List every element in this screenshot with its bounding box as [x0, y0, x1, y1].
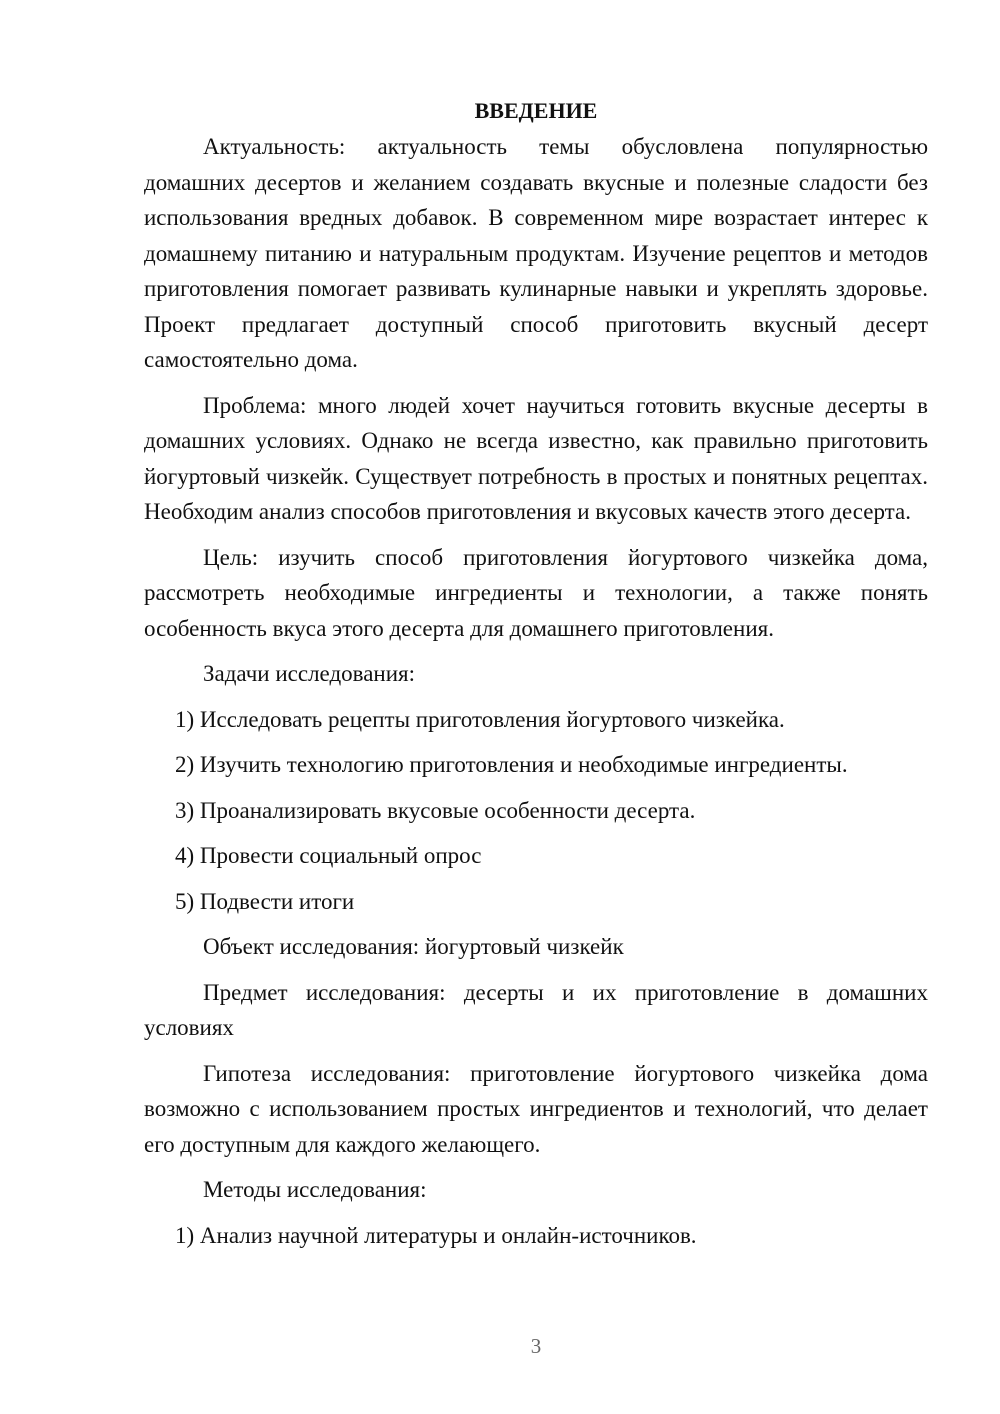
list-item: 5) Подвести итоги: [175, 888, 355, 914]
tasks-list: [144, 702, 928, 920]
paragraph-hypothesis: Гипотеза исследования: приготовление йогуртового чизкейка дома возможно с использованием простых ингредиентов и технологий, что делает его доступным для каждого желающего.: [144, 1060, 928, 1157]
list-item: 2) Изучить технологию приготовления и необходимые ингредиенты.: [175, 752, 848, 777]
tasks-heading: Задачи исследования:: [203, 661, 416, 686]
methods-list: [144, 1218, 928, 1254]
section-title: ВВЕДЕНИЕ: [474, 98, 598, 123]
list-item: 1) Анализ научной литературы и онлайн-источников.: [175, 1222, 697, 1248]
paragraph-subject: Предмет исследования: десерты и их приготовление в домашних условиях: [144, 979, 928, 1040]
paragraph-problem: Проблема: много людей хочет научиться готовить вкусные десерты в домашних условиях. Однако не всегда известно, как правильно приготовить йогуртовый чизкейк. Существует потребность в простых и понятных рецептах. Необходим анализ способов приготовления и вкусовых качеств этого десерта.: [144, 392, 928, 524]
page-number: 3: [530, 1334, 542, 1358]
list-item: 4) Провести социальный опрос: [175, 843, 482, 868]
list-item: 1) Исследовать рецепты приготовления йогуртового чизкейка.: [175, 706, 785, 732]
list-item: 3) Проанализировать вкусовые особенности десерта.: [175, 797, 696, 823]
methods-heading: Методы исследования:: [203, 1177, 427, 1202]
paragraph-object: Объект исследования: йогуртовый чизкейк: [203, 934, 624, 959]
paragraph-relevance: Актуальность: актуальность темы обусловлена популярностью домашних десертов и желанием создавать вкусные и полезные сладости без использования вредных добавок. В современном мире возрастает интерес к домашнему питанию и натуральным продуктам. Изучение рецептов и методов приготовления помогает развивать кулинарные навыки и укреплять здоровье. Проект предлагает доступный способ приготовить вкусный десерт самостоятельно дома.: [144, 134, 928, 372]
document-body: [144, 93, 928, 1263]
paragraph-goal: Цель: изучить способ приготовления йогуртового чизкейка дома, рассмотреть необходимые ингредиенты и технологии, а также понять особенность вкуса этого десерта для домашнего приготовления.: [144, 544, 928, 641]
